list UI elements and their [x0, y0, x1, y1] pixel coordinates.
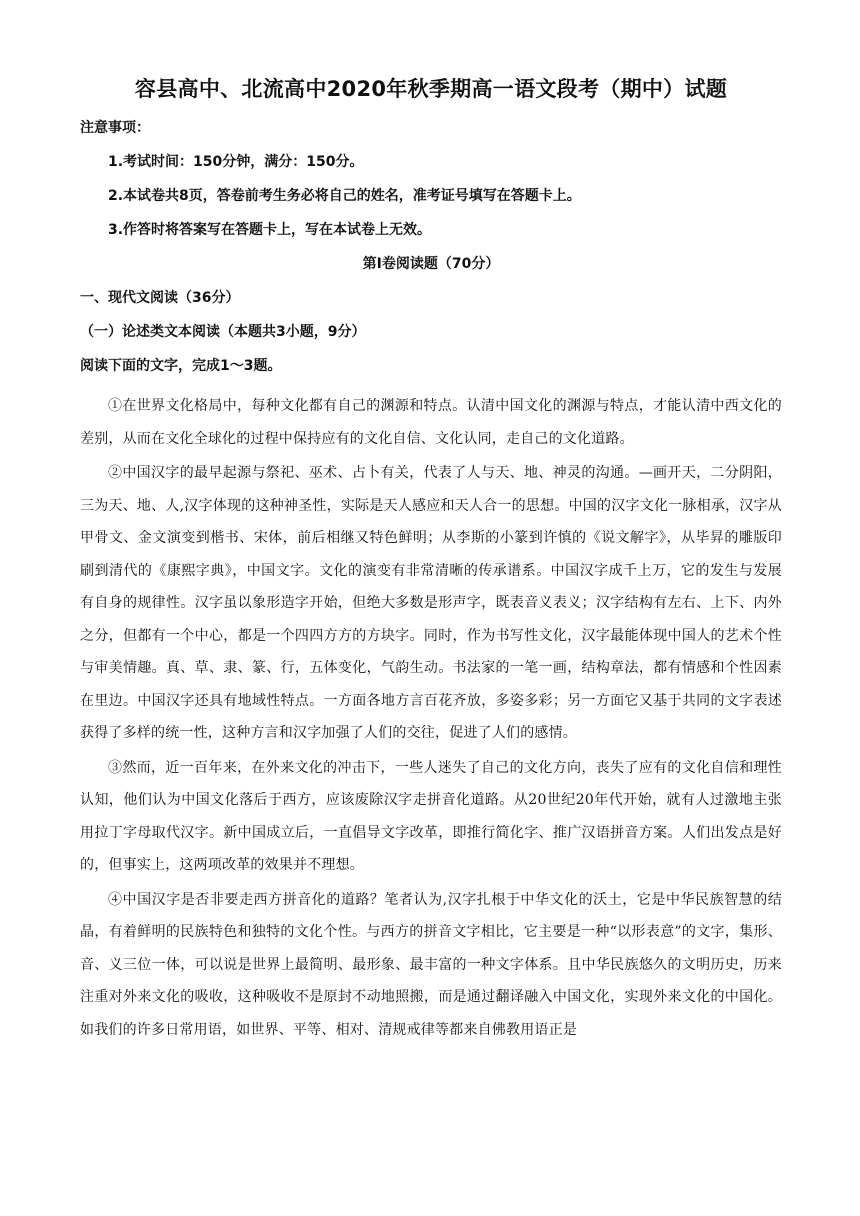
- paragraph-1: ①在世界文化格局中，每种文化都有自己的渊源和特点。认清中国文化的渊源与特点，才能认清中西文化的差别，从而在文化全球化的过程中保持应有的文化自信、文化认同，走自己的文化道路。: [80, 398, 782, 447]
- subpart-heading: （一）论述类文本阅读（本题共3小题，9分）: [80, 324, 366, 340]
- notice-item: 2.本试卷共8页，答卷前考生务必将自己的姓名，准考证号填写在答题卡上。: [108, 188, 581, 204]
- paragraph-2: ②中国汉字的最早起源与祭祀、巫术、占卜有关，代表了人与天、地、神灵的沟通。—画开天，二分阴阳，三为天、地、人,汉字体现的这种神圣性，实际是天人感应和天人合一的思想。中国的汉字文化一脉相承，汉字从甲骨文、金文演变到楷书、宋体，前后相继又特色鲜明；从李斯的小篆到许慎的《说文解字》，从毕昇的雕版印刷到清代的《康熙字典》，中国文字。文化的演变有非常清晰的传承谱系。中国汉字成千上万，它的发生与发展有自身的规律性。汉字虽以象形造字开始，但绝大多数是形声字，既表音义表义；汉字结构有左右、上下、内外之分，但都有一个中心，都是一个四四方方的方块字。同时，作为书写性文化，汉字最能体现中国人的艺术个性与审美情趣。真、草、隶、篆、行，五体变化，气韵生动。书法家的一笔一画，结构章法，都有情感和个性因素在里边。中国汉字还具有地域性特点。一方面各地方言百花齐放，多姿多彩；另一方面它又基于共同的文字表述获得了多样的统一性，这种方言和汉字加强了人们的交往，促进了人们的感情。: [80, 465, 782, 741]
- notice-heading: 注意事项：: [80, 120, 150, 136]
- paragraph-4: ④中国汉字是否非要走西方拼音化的道路？笔者认为,汉字扎根于中华文化的沃土，它是中华民族智慧的结晶，有着鲜明的民族特色和独特的文化个性。与西方的拼音文字相比，它主要是一种“以形表意”的文字，集形、音、义三位一体，可以说是世界上最简明、最形象、最丰富的一种文字体系。且中华民族悠久的文明历史，历来注重对外来文化的吸收，这种吸收不是原封不动地照搬，而是通过翻译融入中国文化，实现外来文化的中国化。如我们的许多日常用语，如世界、平等、相对、清规戒律等都来自佛教用语正是: [80, 891, 782, 1038]
- section-title: 第Ⅰ卷阅读题（70分）: [362, 256, 500, 272]
- exam-title: 容县高中、北流高中2020年秋季期高一语文段考（期中）试题: [134, 77, 728, 101]
- notice-item: 1.考试时间：150分钟，满分：150分。: [108, 154, 364, 170]
- part-heading: 一、现代文阅读（36分）: [80, 290, 240, 306]
- paragraph-3: ③然而，近一百年来，在外来文化的冲击下，一些人迷失了自己的文化方向，丧失了应有的文化自信和理性认知，他们认为中国文化落后于西方，应该废除汉字走拼音化道路。从20世纪20年代开始，就有人过激地主张用拉丁字母取代汉字。新中国成立后，一直倡导文字改革，即推行简化字、推广汉语拼音方案。人们出发点是好的，但事实上，这两项改革的效果并不理想。: [80, 759, 782, 873]
- notice-item: 3.作答时将答案写在答题卡上，写在本试卷上无效。: [108, 222, 432, 238]
- reading-instruction: 阅读下面的文字，完成1～3题。: [80, 358, 282, 374]
